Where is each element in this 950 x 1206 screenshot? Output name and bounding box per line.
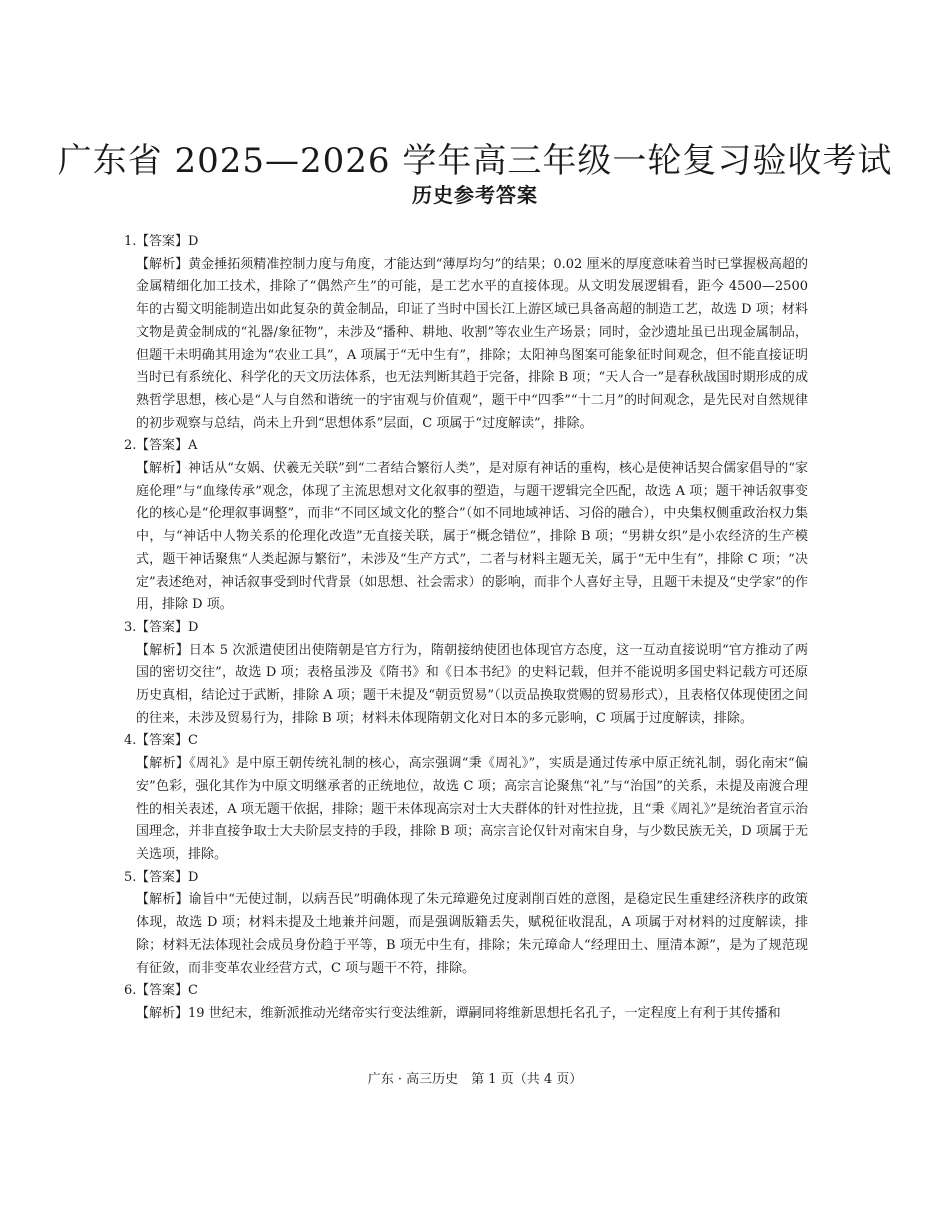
question-item: [124, 231, 808, 435]
analysis-text: 【解析】黄金捶拓须精准控制力度与角度，才能达到“薄厚均匀”的结果；0.02 厘米的厚度意味着当时已掌握极高超的金属精细化加工技术，排除了“偶然产生”的可能，是工艺水平的直接体现。从文明发展逻辑看，距今 4500—2500 年的古蜀文明能制造出如此复杂的黄金制品，印证了当时中国长江上游区域已具备高超的制造工艺，故选 D 项；材料文物是黄金制成的“礼器/象征物”，未涉及“播种、耕地、收割”等农业生产场景；同时，金沙遗址虽已出现金属制品，但题干未明确其用途为“农业工具”，A 项属于“无中生有”，排除；太阳神鸟图案可能象征时间观念，但不能直接证明当时已有系统化、科学化的天文历法体系，也无法判断其趋于完备，排除 B 项；“天人合一”是春秋战国时期形成的成熟哲学思想，核心是“人与自然和谐统一的宇宙观与价值观”，题干中“四季”“十二月”的时间观念，是先民对自然规律的初步观察与总结，尚未上升到“思想体系”层面，C 项属于“过度解读”，排除。: [136, 256, 808, 431]
answer-list: [124, 231, 808, 1026]
question-number: 1.: [124, 234, 137, 249]
question-item: [124, 435, 808, 617]
question-item: [124, 617, 808, 731]
question-number: 2.: [124, 438, 137, 454]
answer-line: [124, 435, 808, 458]
answer-text: 【答案】C: [136, 733, 198, 749]
analysis-text: 【解析】日本 5 次派遣使团出使隋朝是官方行为，隋朝接纳使团也体现官方态度，这一互动直接说明“官方推动了两国的密切交往”，故选 D 项；表格虽涉及《隋书》和《日本书纪》的史料记载，但并不能说明多国史料记载方可还原历史真相，结论过于武断，排除 A 项；题干未提及“朝贡贸易”（以贡品换取赏赐的贸易形式），且表格仅体现使团之间的往来，未涉及贸易行为，排除 B 项；材料未体现隋朝文化对日本的多元影响，C 项属于过度解读，排除。: [136, 642, 808, 726]
answer-text: 【答案】D: [136, 619, 199, 635]
answer-text: 【答案】A: [136, 438, 198, 454]
question-item: [124, 867, 808, 981]
answer-line: [124, 867, 808, 890]
analysis-text: 【解析】《周礼》是中原王朝传统礼制的核心，高宗强调“秉《周礼》”，实质是通过传承中原正统礼制，弱化南宋“偏安”色彩，强化其作为中原文明继承者的正统地位，故选 C 项；高宗言论聚焦“礼”与“治国”的关系，未提及南渡合理性的相关表述，A 项无题干依据，排除；题干未体现高宗对士大夫群体的针对性拉拢，且“秉《周礼》”是统治者宣示治国理念，并非直接争取士大夫阶层支持的手段，排除 B 项；高宗言论仅针对南宋自身，与少数民族无关，D 项属于无关选项，排除。: [136, 756, 808, 862]
analysis-text: 【解析】神话从“女娲、伏羲无关联”到“二者结合繁衍人类”，是对原有神话的重构，核心是使神话契合儒家倡导的“家庭伦理”与“血缘传承”观念，体现了主流思想对文化叙事的塑造，与题干逻辑完全匹配，故选 A 项；题干神话叙事变化的核心是“伦理叙事调整”，而非“不同区域文化的整合”（如不同地域神话、习俗的融合），中央集权侧重政治权力集中，与“神话中人物关系的伦理化改造”无直接关联，属于“概念错位”，排除 B 项；“男耕女织”是小农经济的生产模式，题干神话聚焦“人类起源与繁衍”，未涉及“生产方式”，二者与材料主题无关，属于“无中生有”，排除 C 项；“决定”表述绝对，神话叙事受到时代背景（如思想、社会需求）的影响，而非个人喜好主导，且题干未提及“史学家”的作用，排除 D 项。: [136, 461, 808, 613]
question-number: 4.: [124, 733, 137, 749]
question-number: 3.: [124, 619, 137, 635]
answer-line: [124, 730, 808, 753]
answer-text: 【答案】D: [136, 234, 199, 249]
question-item: [124, 730, 808, 866]
answer-line: [124, 617, 808, 640]
analysis-text: 【解析】谕旨中“无使过制，以病吾民”明确体现了朱元璋避免过度剥削百姓的意图，是稳定民生重建经济秩序的政策体现，故选 D 项；材料未提及土地兼并问题，而是强调版籍丢失，赋税征收混乱，A 项属于对材料的过度解读，排除；材料无法体现社会成员身份趋于平等，B 项无中生有，排除；朱元璋命人“经理田土、厘清本源”，是为了规范现有征敛，而非变革农业经营方式，C 项与题干不符，排除。: [136, 892, 808, 976]
analysis-text: 【解析】19 世纪末，维新派推动光绪帝实行变法维新，谭嗣同将维新思想托名孔子，一定程度上有利于其传播和: [136, 1005, 781, 1021]
document-subtitle: 历史参考答案: [412, 183, 538, 207]
question-item: [124, 980, 808, 1025]
answer-text: 【答案】D: [136, 869, 199, 885]
question-number: 5.: [124, 869, 137, 885]
answer-line: [124, 231, 808, 254]
page-footer: 广东 · 高三历史 第 1 页（共 4 页）: [367, 1072, 583, 1087]
document-title: 广东省 2025—2026 学年高三年级一轮复习验收考试: [57, 141, 893, 181]
answer-line: [124, 980, 808, 1003]
question-number: 6.: [124, 983, 137, 999]
answer-text: 【答案】C: [136, 983, 198, 999]
